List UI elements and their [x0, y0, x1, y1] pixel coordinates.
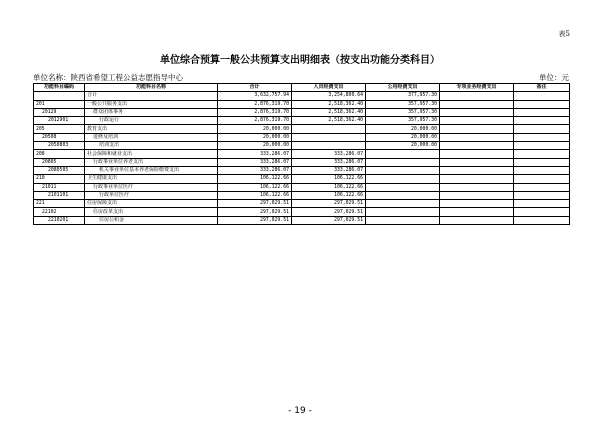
col-header-name: 功能科目名称: [85, 84, 218, 92]
cell-personnel: 333,286.07: [292, 166, 366, 174]
cell-note: [514, 158, 570, 166]
cell-public: 377,957.30: [366, 92, 440, 100]
cell-total: 297,029.51: [218, 200, 292, 208]
cell-total: 20,000.00: [218, 125, 292, 133]
cell-special: [440, 175, 514, 183]
cell-code: 201: [34, 100, 85, 108]
cell-public: [366, 150, 440, 158]
cell-special: [440, 100, 514, 108]
cell-name: 机关事业单位基本养老保险缴费支出: [85, 166, 218, 174]
cell-code: 20805: [34, 158, 85, 166]
cell-personnel: 297,029.51: [292, 216, 366, 224]
cell-name: 进修及培训: [85, 133, 218, 141]
col-header-special: 专项业务经费支出: [440, 84, 514, 92]
cell-special: [440, 92, 514, 100]
cell-note: [514, 200, 570, 208]
table-row: [34, 92, 570, 100]
table-row: [34, 200, 570, 208]
cell-personnel: 297,029.51: [292, 200, 366, 208]
cell-total: 20,000.00: [218, 142, 292, 150]
cell-public: [366, 216, 440, 224]
cell-note: [514, 133, 570, 141]
cell-code: 2210201: [34, 216, 85, 224]
cell-personnel: [292, 133, 366, 141]
cell-code: 21011: [34, 183, 85, 191]
cell-public: [366, 183, 440, 191]
cell-name: 行政运行: [85, 117, 218, 125]
cell-special: [440, 108, 514, 116]
cell-name: 卫生健康支出: [85, 175, 218, 183]
table-row: [34, 142, 570, 150]
cell-special: [440, 200, 514, 208]
cell-name: 培训支出: [85, 142, 218, 150]
cell-public: 357,957.30: [366, 100, 440, 108]
cell-public: 20,000.00: [366, 125, 440, 133]
cell-code: 208: [34, 150, 85, 158]
cell-code: 221: [34, 200, 85, 208]
cell-personnel: 297,029.51: [292, 208, 366, 216]
cell-special: [440, 142, 514, 150]
cell-total: 20,000.00: [218, 133, 292, 141]
cell-note: [514, 142, 570, 150]
cell-personnel: 106,122.66: [292, 191, 366, 199]
cell-note: [514, 216, 570, 224]
cell-name: 一般公共服务支出: [85, 100, 218, 108]
cell-personnel: 333,286.07: [292, 158, 366, 166]
cell-code: 22102: [34, 208, 85, 216]
table-row: [34, 125, 570, 133]
table-row: [34, 100, 570, 108]
cell-public: [366, 200, 440, 208]
table-row: [34, 117, 570, 125]
cell-note: [514, 92, 570, 100]
cell-total: 106,122.66: [218, 191, 292, 199]
cell-total: 2,876,319.70: [218, 100, 292, 108]
table-row: [34, 191, 570, 199]
cell-public: 357,957.30: [366, 108, 440, 116]
cell-personnel: 3,254,800.64: [292, 92, 366, 100]
cell-name: 行政单位医疗: [85, 191, 218, 199]
cell-code: 2012901: [34, 117, 85, 125]
cell-note: [514, 108, 570, 116]
unit-measure: 单位：元: [539, 73, 569, 82]
cell-public: [366, 166, 440, 174]
col-header-total: 合计: [218, 84, 292, 92]
cell-personnel: 333,286.07: [292, 150, 366, 158]
cell-special: [440, 117, 514, 125]
cell-note: [514, 175, 570, 183]
cell-special: [440, 191, 514, 199]
cell-code: 20129: [34, 108, 85, 116]
cell-personnel: 2,518,362.40: [292, 108, 366, 116]
table-header-row: [34, 84, 570, 92]
cell-total: 333,286.07: [218, 150, 292, 158]
cell-personnel: 106,122.66: [292, 183, 366, 191]
cell-special: [440, 150, 514, 158]
cell-note: [514, 166, 570, 174]
cell-special: [440, 166, 514, 174]
expenditure-table: [33, 83, 570, 225]
cell-total: 2,876,319.70: [218, 117, 292, 125]
cell-name: 住房公积金: [85, 216, 218, 224]
table-row: [34, 108, 570, 116]
cell-code: 2080505: [34, 166, 85, 174]
cell-special: [440, 183, 514, 191]
cell-name: 合计: [85, 92, 218, 100]
cell-personnel: 106,122.66: [292, 175, 366, 183]
table-row: [34, 216, 570, 224]
cell-total: 333,286.07: [218, 166, 292, 174]
page-title: 单位综合预算一般公共预算支出明细表（按支出功能分类科目）: [160, 55, 440, 66]
cell-total: 3,632,757.94: [218, 92, 292, 100]
cell-name: 行政事业单位医疗: [85, 183, 218, 191]
cell-total: 106,122.66: [218, 183, 292, 191]
cell-personnel: [292, 142, 366, 150]
table-id: 表5: [558, 30, 570, 38]
cell-personnel: 2,518,362.40: [292, 100, 366, 108]
table-row: [34, 133, 570, 141]
table-row: [34, 208, 570, 216]
cell-personnel: [292, 125, 366, 133]
cell-public: [366, 208, 440, 216]
cell-note: [514, 191, 570, 199]
cell-special: [440, 133, 514, 141]
cell-name: 群众团体事务: [85, 108, 218, 116]
cell-note: [514, 183, 570, 191]
cell-note: [514, 100, 570, 108]
table-row: [34, 175, 570, 183]
cell-code: [34, 92, 85, 100]
cell-code: 20508: [34, 133, 85, 141]
col-header-public: 公用经费支出: [366, 84, 440, 92]
cell-public: 357,957.30: [366, 117, 440, 125]
cell-note: [514, 125, 570, 133]
cell-special: [440, 158, 514, 166]
table-row: [34, 158, 570, 166]
cell-name: 住房改革支出: [85, 208, 218, 216]
table-row: [34, 166, 570, 174]
cell-name: 社会保障和就业支出: [85, 150, 218, 158]
col-header-note: 备注: [514, 84, 570, 92]
cell-special: [440, 208, 514, 216]
cell-special: [440, 216, 514, 224]
cell-public: 20,000.00: [366, 142, 440, 150]
cell-special: [440, 125, 514, 133]
col-header-code: 功能科目编码: [34, 84, 85, 92]
unit-info: [33, 72, 569, 82]
cell-code: 205: [34, 125, 85, 133]
cell-name: 行政事业单位养老支出: [85, 158, 218, 166]
cell-note: [514, 117, 570, 125]
table-row: [34, 150, 570, 158]
cell-total: 2,876,319.70: [218, 108, 292, 116]
cell-public: [366, 191, 440, 199]
cell-code: 2101101: [34, 191, 85, 199]
table-row: [34, 183, 570, 191]
cell-public: 20,000.00: [366, 133, 440, 141]
cell-note: [514, 150, 570, 158]
page-number: - 19 -: [288, 406, 312, 416]
cell-total: 297,029.51: [218, 208, 292, 216]
cell-name: 住房保障支出: [85, 200, 218, 208]
col-header-personnel: 人员经费支出: [292, 84, 366, 92]
cell-name: 教育支出: [85, 125, 218, 133]
cell-code: 2050803: [34, 142, 85, 150]
cell-code: 210: [34, 175, 85, 183]
cell-public: [366, 175, 440, 183]
cell-note: [514, 208, 570, 216]
cell-public: [366, 158, 440, 166]
cell-personnel: 2,518,362.40: [292, 117, 366, 125]
cell-total: 333,286.07: [218, 158, 292, 166]
unit-name: 单位名称：陕西省希望工程公益志愿指导中心: [33, 73, 183, 82]
cell-total: 297,029.51: [218, 216, 292, 224]
cell-total: 106,122.66: [218, 175, 292, 183]
